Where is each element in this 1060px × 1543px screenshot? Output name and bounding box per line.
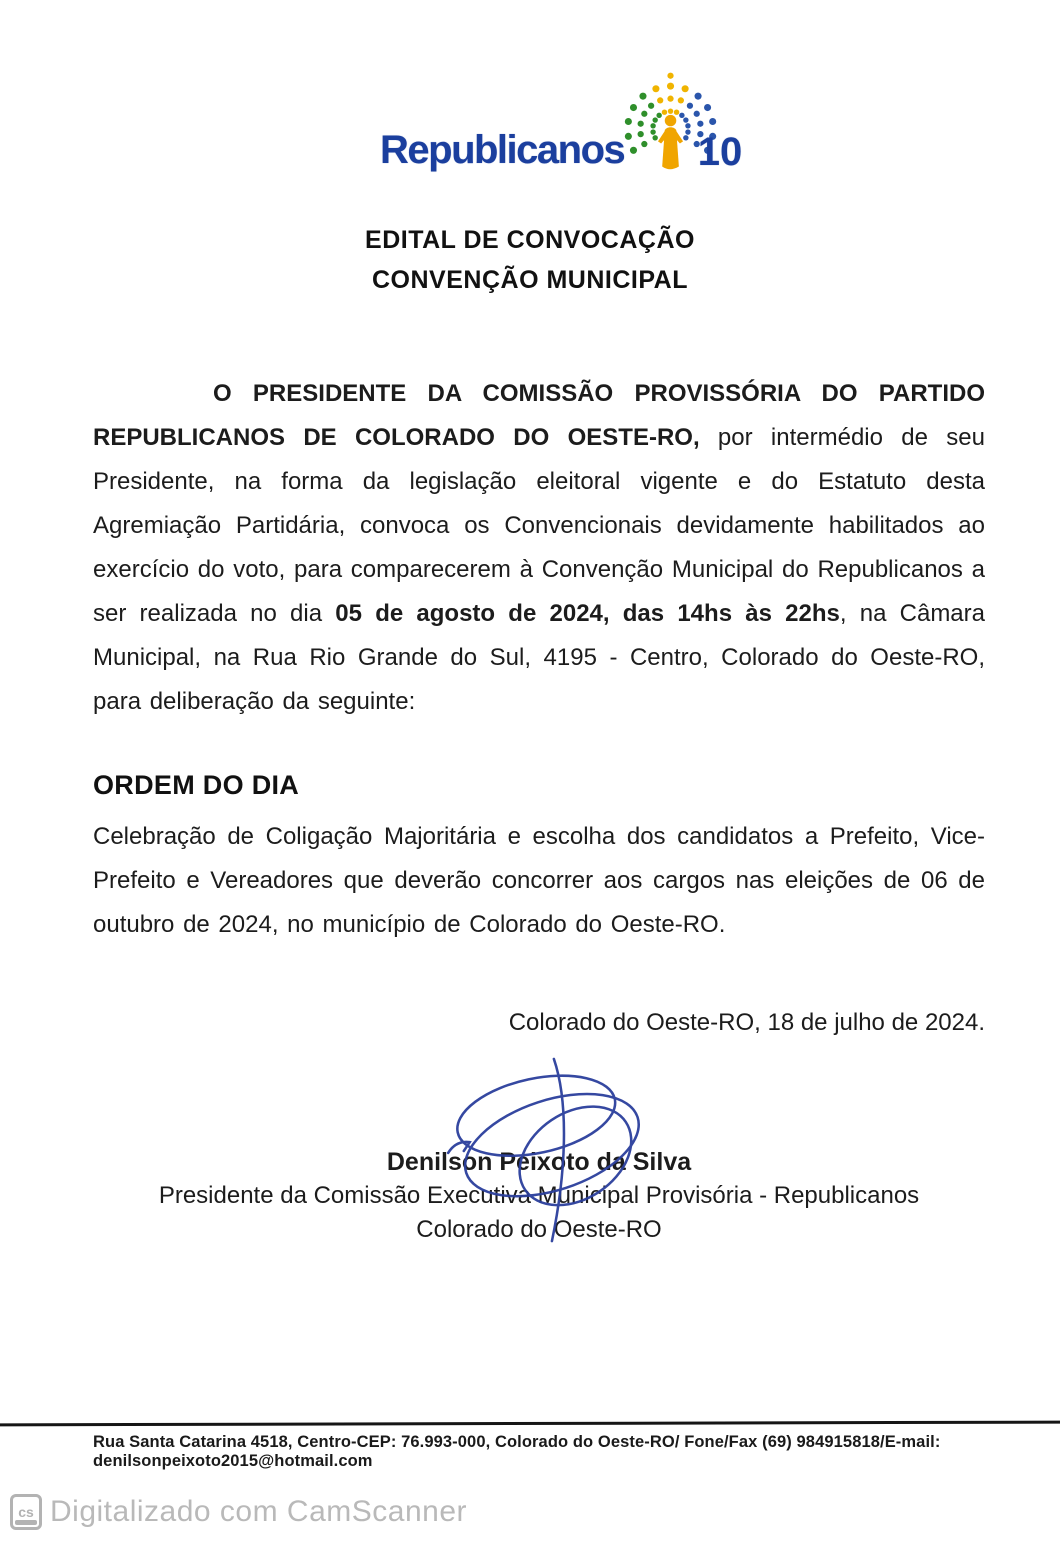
intro-paragraph bbox=[93, 372, 985, 724]
agenda-paragraph: Celebração de Coligação Majoritária e escolha dos candidatos a Prefeito, Vice-Prefeito e Vereadores que deverão concorrer aos cargos nas eleições de 06 de outubro de 2024, no município de Colorado do Oeste-RO. bbox=[93, 823, 985, 938]
camscanner-bar bbox=[0, 1481, 1060, 1543]
signatory-name: Denilson Peixoto da Silva bbox=[386, 1148, 692, 1176]
intro-mid-text: por intermédio de seu Presidente, na forma da legislação eleitoral vigente e do Estatuto desta Agremiação Partidária, convoca os Convencionais devidamente habilitados ao exercício do voto, para comparecerem à Convenção Municipal do Republicanos a ser realizada no dia bbox=[93, 424, 985, 627]
title-line-2: CONVENÇÃO MUNICIPAL bbox=[372, 266, 688, 294]
agenda-heading: ORDEM DO DIA bbox=[93, 770, 300, 800]
document-title bbox=[0, 220, 1060, 300]
dateline: Colorado do Oeste-RO, 18 de julho de 2024. bbox=[508, 1009, 985, 1036]
document-body bbox=[93, 372, 985, 1247]
person-silhouette bbox=[658, 115, 683, 169]
logo-wordmark: Republicanos bbox=[380, 128, 625, 172]
signature-block bbox=[93, 1145, 985, 1247]
logo-number: 10 bbox=[697, 130, 743, 174]
republicanos-tree-icon bbox=[610, 72, 743, 174]
signatory-place: Colorado do Oeste-RO bbox=[416, 1216, 662, 1243]
intro-tail-text: , na Câmara Municipal, na Rua Rio Grande do Sul, 4195 - Centro, Colorado do Oeste-RO, para deliberação da seguinte: bbox=[93, 600, 985, 715]
page-footer bbox=[0, 1422, 1060, 1471]
camscanner-label: Digitalizado com CamScanner bbox=[50, 1495, 468, 1528]
signatory-role: Presidente da Comissão Executiva Municipal Provisória - Republicanos bbox=[158, 1182, 920, 1209]
intro-lead-bold: O PRESIDENTE DA COMISSÃO PROVISSÓRIA DO PARTIDO REPUBLICANOS DE COLORADO DO OESTE-RO, bbox=[93, 380, 985, 451]
intro-date-bold: 05 de agosto de 2024, das 14hs às 22hs bbox=[335, 600, 840, 627]
camscanner-icon: cs bbox=[10, 1494, 42, 1530]
republicanos-logo bbox=[380, 86, 743, 174]
footer-divider bbox=[0, 1421, 1060, 1427]
footer-contact: Rua Santa Catarina 4518, Centro-CEP: 76.993-000, Colorado do Oeste-RO/ Fone/Fax (69) 984915818/E-mail: denilsonpeixoto2015@hotmail.com bbox=[93, 1433, 941, 1470]
title-line-1: EDITAL DE CONVOCAÇÃO bbox=[365, 226, 695, 254]
